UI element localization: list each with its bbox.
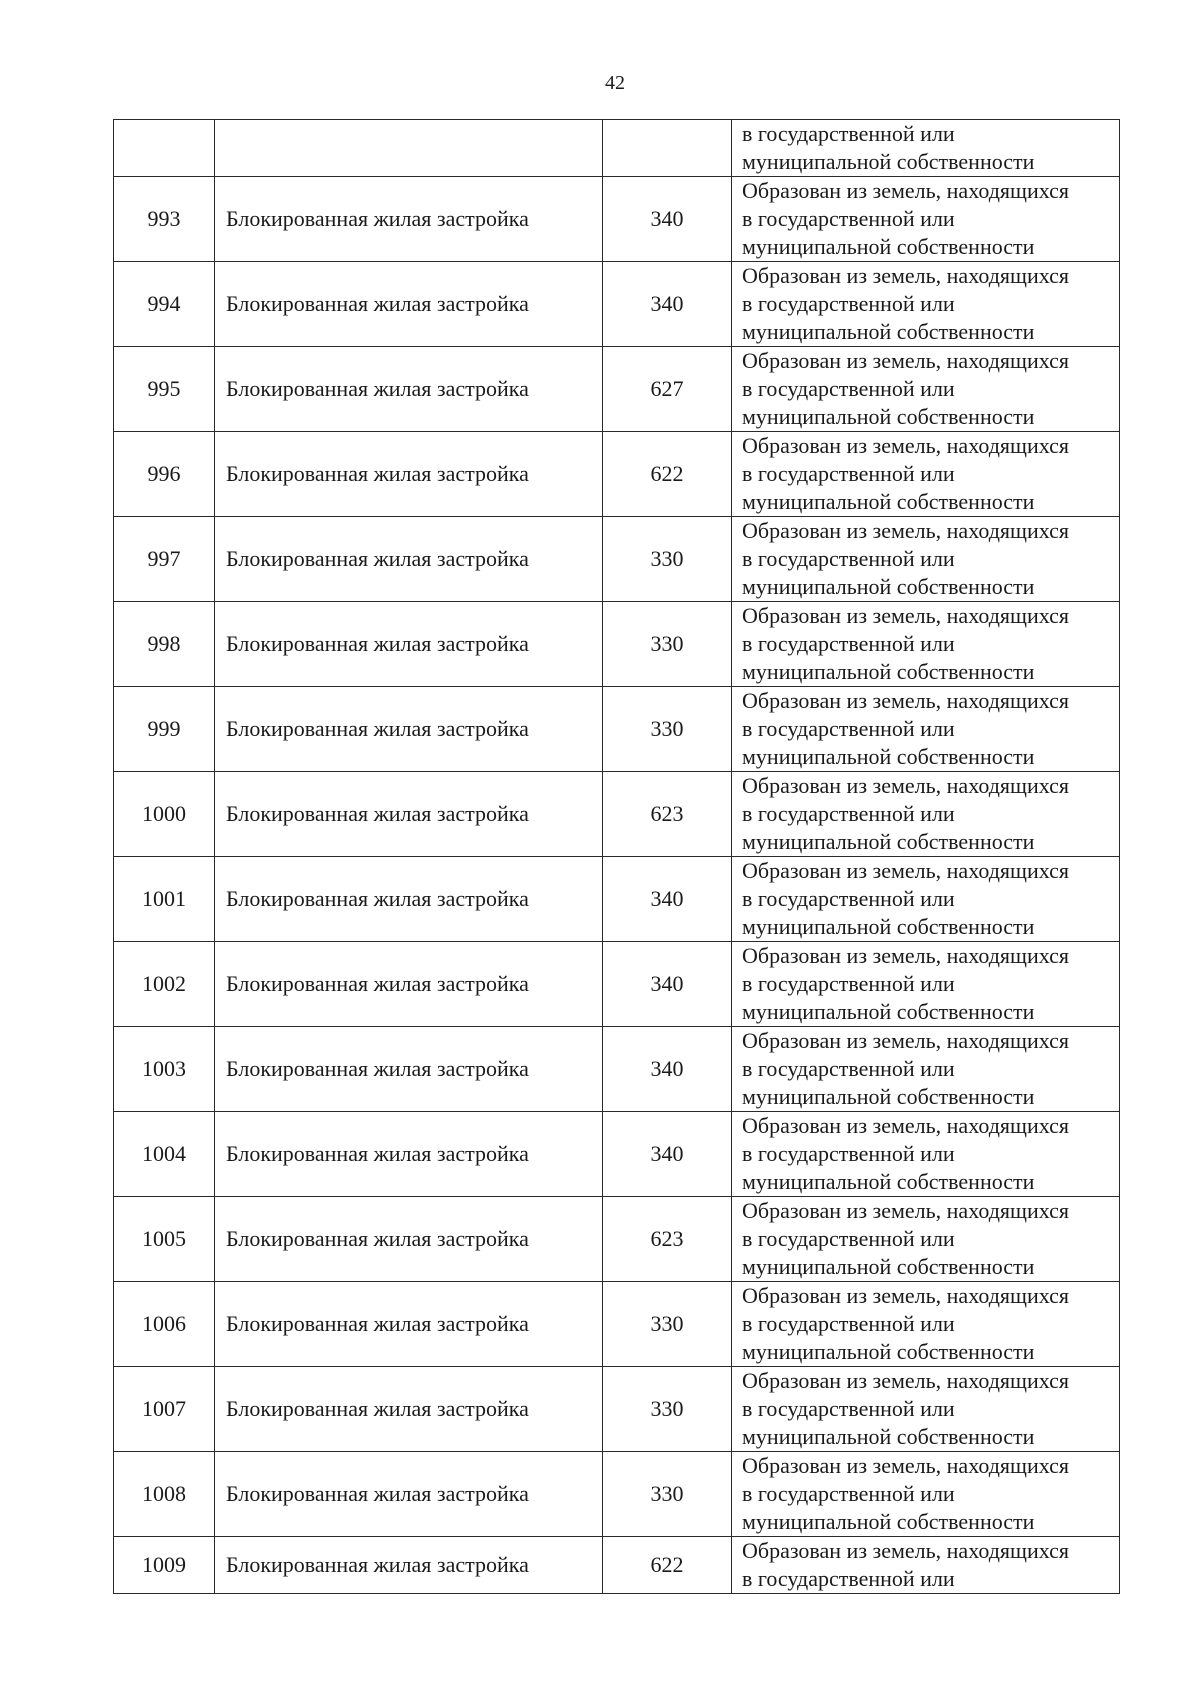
note-line: Образован из земель, находящихся [742, 1283, 1070, 1308]
cell-area: 340 [603, 177, 732, 262]
table-row [114, 942, 1120, 1027]
note-line: Образован из земель, находящихся [742, 943, 1070, 968]
note-line: муниципальной собственности [742, 319, 1035, 344]
table-row [114, 772, 1120, 857]
note-line: в государственной или [742, 801, 955, 826]
cell-plot-number: 993 [114, 177, 215, 262]
cell-note [732, 1452, 1120, 1537]
table-row [114, 517, 1120, 602]
note-line: Образован из земель, находящихся [742, 858, 1070, 883]
table-row [114, 347, 1120, 432]
note-line: Образован из земель, находящихся [742, 688, 1070, 713]
note-line: муниципальной собственности [742, 1169, 1035, 1194]
table-body [114, 120, 1120, 1594]
cell-area: 627 [603, 347, 732, 432]
table-row [114, 687, 1120, 772]
note-line: Образован из земель, находящихся [742, 1198, 1070, 1223]
note-line: Образован из земель, находящихся [742, 178, 1070, 203]
cell-area: 330 [603, 602, 732, 687]
cell-plot-number: 1006 [114, 1282, 215, 1367]
table-row [114, 1367, 1120, 1452]
note-line: в государственной или [742, 546, 955, 571]
cell-note [732, 262, 1120, 347]
cell-plot-number: 996 [114, 432, 215, 517]
cell-plot-number: 1000 [114, 772, 215, 857]
cell-area: 340 [603, 857, 732, 942]
note-line: Образован из земель, находящихся [742, 1028, 1070, 1053]
table-row [114, 1537, 1120, 1594]
note-line: муниципальной собственности [742, 659, 1035, 684]
table-row [114, 262, 1120, 347]
cell-note [732, 347, 1120, 432]
cell-note [732, 177, 1120, 262]
note-line: в государственной или [742, 1566, 955, 1591]
note-line: в государственной или [742, 716, 955, 741]
cell-note [732, 1197, 1120, 1282]
cell-plot-number: 1008 [114, 1452, 215, 1537]
note-line: муниципальной собственности [742, 149, 1035, 174]
note-line: муниципальной собственности [742, 744, 1035, 769]
cell-plot-number: 994 [114, 262, 215, 347]
cell-area: 340 [603, 1027, 732, 1112]
cell-note [732, 120, 1120, 177]
cell-permitted-use: Блокированная жилая застройка [215, 1197, 603, 1282]
table-row-continuation [114, 120, 1120, 177]
cell-note [732, 687, 1120, 772]
cell-permitted-use: Блокированная жилая застройка [215, 1112, 603, 1197]
note-line: муниципальной собственности [742, 1424, 1035, 1449]
note-line: в государственной или [742, 461, 955, 486]
note-line: в государственной или [742, 1311, 955, 1336]
cell-note [732, 1112, 1120, 1197]
cell-plot-number: 1003 [114, 1027, 215, 1112]
table-row [114, 177, 1120, 262]
cell-permitted-use: Блокированная жилая застройка [215, 1027, 603, 1112]
table-row [114, 1112, 1120, 1197]
cell-area: 330 [603, 687, 732, 772]
cell-area: 330 [603, 517, 732, 602]
land-plots-table [113, 119, 1120, 1594]
note-line: в государственной или [742, 1226, 955, 1251]
cell-area: 340 [603, 1112, 732, 1197]
note-line: Образован из земель, находящихся [742, 348, 1070, 373]
cell-permitted-use: Блокированная жилая застройка [215, 1367, 603, 1452]
table-row [114, 857, 1120, 942]
cell-plot-number: 1005 [114, 1197, 215, 1282]
page-number: 42 [605, 72, 625, 94]
note-line: в государственной или [742, 376, 955, 401]
note-line: муниципальной собственности [742, 1254, 1035, 1279]
cell-note [732, 1282, 1120, 1367]
cell-area: 330 [603, 1282, 732, 1367]
note-line: муниципальной собственности [742, 234, 1035, 259]
cell-plot-number: 1001 [114, 857, 215, 942]
cell-area: 622 [603, 1537, 732, 1594]
cell-permitted-use: Блокированная жилая застройка [215, 177, 603, 262]
note-line: в государственной или [742, 1141, 955, 1166]
cell-permitted-use: Блокированная жилая застройка [215, 1452, 603, 1537]
note-line: муниципальной собственности [742, 999, 1035, 1024]
cell-area: 340 [603, 942, 732, 1027]
note-line: Образован из земель, находящихся [742, 1113, 1070, 1138]
cell-note [732, 857, 1120, 942]
note-line: муниципальной собственности [742, 404, 1035, 429]
cell-plot-number: 999 [114, 687, 215, 772]
note-line: Образован из земель, находящихся [742, 433, 1070, 458]
cell-permitted-use: Блокированная жилая застройка [215, 432, 603, 517]
cell-plot-number: 997 [114, 517, 215, 602]
cell-plot-number [114, 120, 215, 177]
note-line: в государственной или [742, 1481, 955, 1506]
table-row [114, 432, 1120, 517]
cell-plot-number: 1007 [114, 1367, 215, 1452]
cell-plot-number: 1002 [114, 942, 215, 1027]
cell-permitted-use: Блокированная жилая застройка [215, 772, 603, 857]
cell-plot-number: 995 [114, 347, 215, 432]
table-row [114, 1197, 1120, 1282]
cell-area [603, 120, 732, 177]
note-line: Образован из земель, находящихся [742, 1453, 1070, 1478]
cell-permitted-use: Блокированная жилая застройка [215, 602, 603, 687]
note-line: в государственной или [742, 886, 955, 911]
note-line: в государственной или [742, 631, 955, 656]
note-line: муниципальной собственности [742, 1084, 1035, 1109]
cell-plot-number: 1004 [114, 1112, 215, 1197]
cell-note [732, 517, 1120, 602]
note-line: муниципальной собственности [742, 829, 1035, 854]
note-line: в государственной или [742, 1396, 955, 1421]
cell-plot-number: 998 [114, 602, 215, 687]
note-line: в государственной или [742, 1056, 955, 1081]
cell-area: 622 [603, 432, 732, 517]
note-line: муниципальной собственности [742, 914, 1035, 939]
note-line: муниципальной собственности [742, 1339, 1035, 1364]
table-row [114, 1027, 1120, 1112]
cell-area: 623 [603, 772, 732, 857]
note-line: в государственной или [742, 971, 955, 996]
note-line: в государственной или [742, 206, 955, 231]
cell-permitted-use: Блокированная жилая застройка [215, 857, 603, 942]
table-row [114, 1452, 1120, 1537]
cell-area: 330 [603, 1452, 732, 1537]
cell-permitted-use: Блокированная жилая застройка [215, 942, 603, 1027]
note-line: в государственной или [742, 291, 955, 316]
cell-note [732, 942, 1120, 1027]
note-line: в государственной или [742, 121, 955, 146]
cell-permitted-use [215, 120, 603, 177]
cell-area: 340 [603, 262, 732, 347]
note-line: муниципальной собственности [742, 574, 1035, 599]
note-line: муниципальной собственности [742, 489, 1035, 514]
cell-permitted-use: Блокированная жилая застройка [215, 1282, 603, 1367]
cell-note [732, 1027, 1120, 1112]
table-row [114, 602, 1120, 687]
cell-permitted-use: Блокированная жилая застройка [215, 517, 603, 602]
cell-permitted-use: Блокированная жилая застройка [215, 262, 603, 347]
cell-note [732, 772, 1120, 857]
note-line: Образован из земель, находящихся [742, 263, 1070, 288]
cell-permitted-use: Блокированная жилая застройка [215, 1537, 603, 1594]
cell-note [732, 432, 1120, 517]
note-line: Образован из земель, находящихся [742, 518, 1070, 543]
cell-note [732, 602, 1120, 687]
cell-plot-number: 1009 [114, 1537, 215, 1594]
cell-note [732, 1367, 1120, 1452]
table-row [114, 1282, 1120, 1367]
note-line: Образован из земель, находящихся [742, 603, 1070, 628]
cell-permitted-use: Блокированная жилая застройка [215, 347, 603, 432]
cell-note [732, 1537, 1120, 1594]
note-line: Образован из земель, находящихся [742, 773, 1070, 798]
note-line: Образован из земель, находящихся [742, 1368, 1070, 1393]
cell-permitted-use: Блокированная жилая застройка [215, 687, 603, 772]
cell-area: 330 [603, 1367, 732, 1452]
note-line: муниципальной собственности [742, 1509, 1035, 1534]
cell-area: 623 [603, 1197, 732, 1282]
note-line: Образован из земель, находящихся [742, 1538, 1070, 1563]
